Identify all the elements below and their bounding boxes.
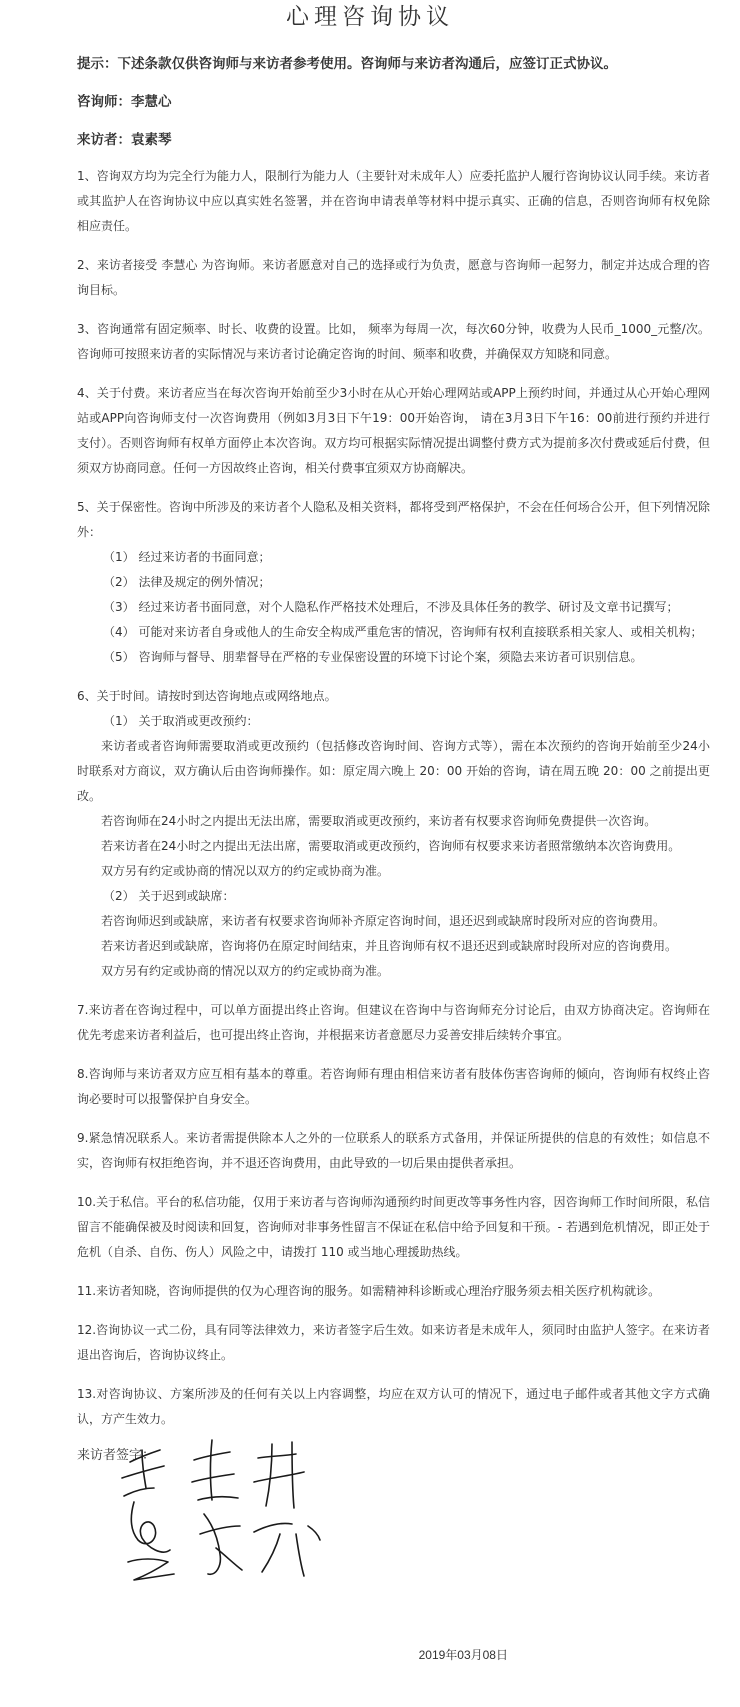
handwritten-signature: [108, 1430, 338, 1600]
clause-list: [77, 164, 710, 1432]
clause-9: 9.紧急情况联系人。来访者需提供除本人之外的一位联系人的联系方式备用，并保证所提供的信息的有效性；如信息不实，咨询师有权拒绝咨询，并不退还咨询费用，由此导致的一切后果由提供者承担。: [77, 1131, 710, 1170]
signature-label: 来访者签字：: [77, 1448, 156, 1463]
clause-6-cancel-body: 来访者或者咨询师需要取消或更改预约（包括修改咨询时间、咨询方式等），需在本次预约的咨询开始前至少24小时联系对方商议，双方确认后由咨询师操作。如：原定周六晚上 20：00 开始的咨询，请在周五晚 20：00 之前提出更改。: [77, 739, 710, 803]
clause-5-item: （4） 可能对来访者自身或他人的生命安全构成严重危害的情况，咨询师有权利直接联系相关家人、或相关机构；: [103, 625, 703, 639]
clause-1: 1、咨询双方均为完全行为能力人，限制行为能力人（主要针对未成年人）应委托监护人履行咨询协议认同手续。来访者或其监护人在咨询协议中应以真实姓名签署，并在咨询申请表单等材料中提示真实、正确的信息，否则咨询师有权免除相应责任。: [77, 169, 710, 233]
clause-6-late-line: 双方另有约定或协商的情况以双方的约定或协商为准。: [101, 964, 390, 978]
hint-text: 提示：下述条款仅供咨询师与来访者参考使用。咨询师与来访者沟通后，应签订正式协议。: [77, 56, 617, 72]
clause-11: 11.来访者知晓，咨询师提供的仅为心理咨询的服务。如需精神科诊断或心理治疗服务须去相关医疗机构就诊。: [77, 1284, 661, 1298]
clause-5-item: （5） 咨询师与督导、朋辈督导在严格的专业保密设置的环境下讨论个案，须隐去来访者可识别信息。: [103, 650, 643, 664]
clause-6-cancel-line: 双方另有约定或协商的情况以双方的约定或协商为准。: [101, 864, 390, 878]
signing-date: 2019年03月08日: [418, 1648, 508, 1662]
clause-2: 2、来访者接受 李慧心 为咨询师。来访者愿意对自己的选择或行为负责，愿意与咨询师一起努力，制定并达成合理的咨询目标。: [77, 258, 710, 297]
clause-5-item: （1） 经过来访者的书面同意；: [103, 550, 271, 564]
clause-3: 3、咨询通常有固定频率、时长、收费的设置。比如， 频率为每周一次，每次60分钟，收费为人民币_1000_元整/次。咨询师可按照来访者的实际情况与来访者讨论确定咨询的时间、频率和收费，并确保双方知晓和同意。: [77, 322, 710, 361]
document-title: 心理咨询协议: [286, 4, 454, 30]
clause-6-cancel-line: 若咨询师在24小时之内提出无法出席，需要取消或更改预约，来访者有权要求咨询师免费提供一次咨询。: [101, 814, 657, 828]
clause-6: [77, 684, 710, 984]
clause-5-item: （3） 经过来访者书面同意，对个人隐私作严格技术处理后，不涉及具体任务的教学、研讨及文章书记撰写；: [103, 600, 679, 614]
clause-12: 12.咨询协议一式二份，具有同等法律效力，来访者签字后生效。如来访者是未成年人，须同时由监护人签字。在来访者退出咨询后，咨询协议终止。: [77, 1323, 710, 1362]
clause-6-late-line: 若咨询师迟到或缺席，来访者有权要求咨询师补齐原定咨询时间，退还迟到或缺席时段所对应的咨询费用。: [101, 914, 666, 928]
clause-4: 4、关于付费。来访者应当在每次咨询开始前至少3小时在从心开始心理网站或APP上预约时间，并通过从心开始心理网站或APP向咨询师支付一次咨询费用（例如3月3日下午19：00开始咨询， 请在3月3日下午16：00前进行预约并进行支付）。否则咨询师有权单方面停止本次咨询。双方均可根据实际情况提出调整付费方式为提前多次付费或延后付费，但须双方协商同意。任何一方因故终止咨询，相关付费事宜须双方协商解决。: [77, 386, 710, 475]
clause-5: [77, 495, 710, 670]
clause-6-cancel-title: （1） 关于取消或更改预约：: [103, 714, 259, 728]
clause-7: 7.来访者在咨询过程中，可以单方面提出终止咨询。但建议在咨询中与咨询师充分讨论后，由双方协商决定。咨询师在优先考虑来访者利益后，也可提出终止咨询，并根据来访者意愿尽力妥善安排后续转介事宜。: [77, 1003, 710, 1042]
clause-5-head: 5、关于保密性。咨询中所涉及的来访者个人隐私及相关资料，都将受到严格保护，不会在任何场合公开，但下列情况除外：: [77, 500, 710, 539]
clause-10: 10.关于私信。平台的私信功能，仅用于来访者与咨询师沟通预约时间更改等事务性内容，因咨询师工作时间所限，私信留言不能确保被及时阅读和回复，咨询师对非事务性留言不保证在私信中给予回复和干预。- 若遇到危机情况，即正处于危机（自杀、自伤、伤人）风险之中，请拨打 110 或当地心理援助热线。: [77, 1195, 710, 1259]
clause-6-cancel-line: 若来访者在24小时之内提出无法出席，需要取消或更改预约，咨询师有权要求来访者照常缴纳本次咨询费用。: [101, 839, 681, 853]
clause-13: 13.对咨询协议、方案所涉及的任何有关以上内容调整，均应在双方认可的情况下，通过电子邮件或者其他文字方式确认，方产生效力。: [77, 1387, 710, 1426]
clause-6-late-line: 若来访者迟到或缺席，咨询将仍在原定时间结束，并且咨询师有权不退还迟到或缺席时段所对应的咨询费用。: [101, 939, 678, 953]
clause-8: 8.咨询师与来访者双方应互相有基本的尊重。若咨询师有理由相信来访者有肢体伤害咨询师的倾向，咨询师有权终止咨询必要时可以报警保护自身安全。: [77, 1067, 710, 1106]
counselor-line: 咨询师：李慧心: [77, 94, 172, 110]
clause-6-head: 6、关于时间。请按时到达咨询地点或网络地点。: [77, 689, 337, 703]
clause-6-late-title: （2） 关于迟到或缺席：: [103, 889, 235, 903]
client-line: 来访者：袁素琴: [77, 132, 172, 148]
clause-5-item: （2） 法律及规定的例外情况；: [103, 575, 271, 589]
